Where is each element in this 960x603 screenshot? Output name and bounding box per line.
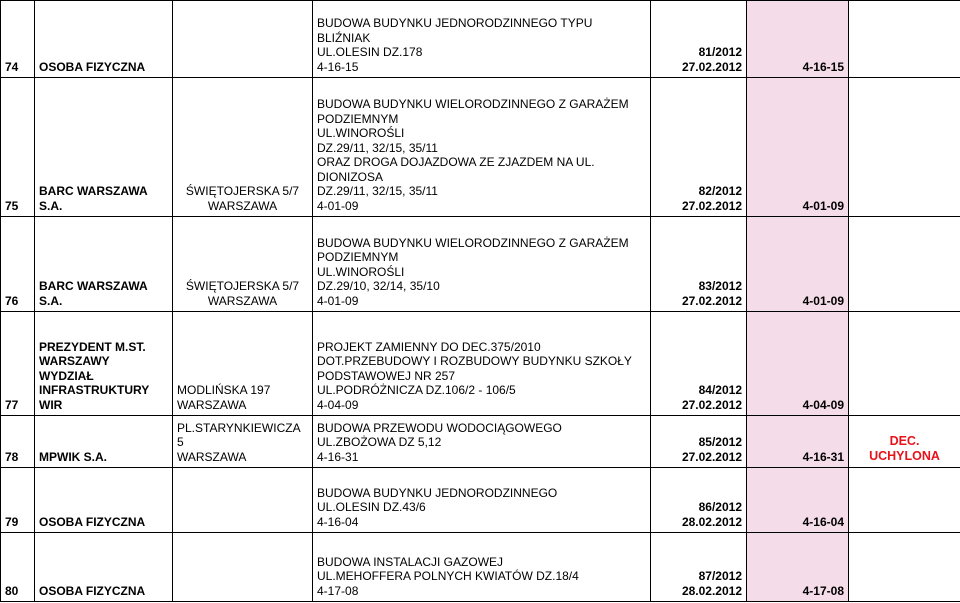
decision-number: 85/2012 [698,435,742,449]
description-line: UL.OLESIN DZ.178 [317,45,423,59]
description-line: UL.WINOROŚLI [317,126,405,140]
table-row [1,217,960,312]
code-cell: 4-01-09 [747,78,849,217]
investor-line: PREZYDENT M.ST. [39,339,146,354]
description-cell [313,1,651,78]
investor-line: OSOBA FIZYCZNA [39,59,146,74]
description-line: ORAZ DROGA DOJAZDOWA ZE ZJAZDEM NA UL. [317,155,595,169]
decision-date: 27.02.2012 [681,397,742,412]
decision-date: 28.02.2012 [681,514,742,529]
address-cell [173,533,313,602]
note-cell [849,533,960,602]
code-cell: 4-04-09 [747,312,849,416]
address-line: ŚWIĘTOJERSKA 5/7 [185,279,300,293]
decision-cell [651,217,747,312]
description-line: 4-17-08 [317,583,359,598]
description-cell [313,312,651,416]
investor-line: BARC WARSZAWA [39,279,148,293]
row-number: 79 [1,468,35,533]
decision-date: 27.02.2012 [681,198,742,213]
description-line: PODZIEMNYM [317,250,399,264]
description-cell [313,468,651,533]
description-line: UL.ZBOŻOWA DZ 5,12 [317,435,442,449]
address-line: WARSZAWA [207,293,278,308]
description-line: BUDOWA BUDYNKU JEDNORODZINNEGO TYPU [317,16,593,30]
decision-cell [651,468,747,533]
description-line: DZ.29/11, 32/15, 35/11 [317,184,438,198]
description-line: BUDOWA INSTALACJI GAZOWEJ [317,554,504,569]
description-line: 4-01-09 [317,198,359,213]
description-cell [313,416,651,468]
investor-line: MPWIK S.A. [39,449,107,464]
address-line: WARSZAWA [177,449,247,464]
description-line: 4-01-09 [317,293,359,308]
row-number: 74 [1,1,35,78]
row-number: 76 [1,217,35,312]
description-line: 4-16-15 [317,59,359,74]
description-line: PROJEKT ZAMIENNY DO DEC.375/2010 [317,339,541,354]
description-cell [313,78,651,217]
description-line: UL.WINOROŚLI [317,264,405,279]
description-line: UL.PODRÓŻNICZA DZ.106/2 - 106/5 [317,383,516,397]
decision-number: 84/2012 [698,383,742,397]
description-line: 4-04-09 [317,397,359,412]
investor-line: WYDZIAŁ [39,368,94,383]
row-number: 77 [1,312,35,416]
decision-number: 81/2012 [698,45,742,59]
investor-line: WIR [39,397,63,412]
address-cell [173,1,313,78]
code-cell: 4-16-15 [747,1,849,78]
address-cell [173,78,313,217]
decision-number: 86/2012 [698,500,742,514]
investor-cell [35,1,173,78]
table-row [1,312,960,416]
decision-date: 28.02.2012 [681,583,742,598]
decision-cell [651,1,747,78]
code-cell: 4-17-08 [747,533,849,602]
investor-line: INFRASTRUKTURY [39,383,150,397]
description-line: BUDOWA BUDYNKU WIELORODZINNEGO Z GARAŻEM [317,235,629,250]
address-line: PL.STARYNKIEWICZA [177,420,301,435]
decision-date: 27.02.2012 [681,449,742,464]
investor-line: OSOBA FIZYCZNA [39,583,146,598]
table-row [1,533,960,602]
decision-cell [651,312,747,416]
investor-line: WARSZAWY [39,354,110,368]
decision-date: 27.02.2012 [681,293,742,308]
description-line: 4-16-04 [317,514,359,529]
address-cell [173,217,313,312]
address-line: 5 [177,435,184,449]
investor-cell [35,468,173,533]
decision-status-line: UCHYLONA [869,449,940,463]
investor-cell [35,312,173,416]
investor-line: BARC WARSZAWA [39,184,148,198]
address-line: WARSZAWA [207,198,278,213]
row-number: 75 [1,78,35,217]
investor-line: OSOBA FIZYCZNA [39,514,146,529]
description-line: DZ.29/11, 32/15, 35/11 [317,140,438,155]
description-line: BUDOWA BUDYNKU WIELORODZINNEGO Z GARAŻEM [317,97,629,111]
code-cell: 4-16-31 [747,416,849,468]
description-line: BUDOWA BUDYNKU JEDNORODZINNEGO [317,485,558,500]
description-line: UL.MEHOFFERA POLNYCH KWIATÓW DZ.18/4 [317,569,579,583]
decision-number: 83/2012 [698,279,742,293]
investor-cell [35,78,173,217]
table-row [1,78,960,217]
decision-date: 27.02.2012 [681,59,742,74]
address-line: ŚWIĘTOJERSKA 5/7 [185,184,300,198]
address-line: WARSZAWA [177,397,247,412]
description-line: UL.OLESIN DZ.43/6 [317,500,426,514]
description-line: DOT.PRZEBUDOWY I ROZBUDOWY BUDYNKU SZKOŁY [317,354,632,368]
row-number: 78 [1,416,35,468]
address-cell [173,468,313,533]
note-cell [849,217,960,312]
decision-cell [651,416,747,468]
investor-cell [35,217,173,312]
table-row [1,416,960,468]
decision-number: 87/2012 [698,569,742,583]
decision-cell [651,78,747,217]
investor-line: S.A. [39,293,63,308]
description-cell [313,533,651,602]
note-cell [849,312,960,416]
investor-cell [35,416,173,468]
note-cell [849,78,960,217]
address-line: MODLIŃSKA 197 [177,383,271,397]
description-line: DIONIZOSA [317,169,384,184]
description-line: PODSTAWOWEJ NR 257 [317,368,456,383]
description-cell [313,217,651,312]
note-cell [849,1,960,78]
description-line: 4-16-31 [317,449,359,464]
decision-status-line: DEC. [889,434,920,448]
decision-number: 82/2012 [698,184,742,198]
note-cell [849,468,960,533]
note-cell [849,416,960,468]
investor-cell [35,533,173,602]
row-number: 80 [1,533,35,602]
address-cell [173,416,313,468]
investor-line: S.A. [39,198,63,213]
address-cell [173,312,313,416]
decision-cell [651,533,747,602]
table-row [1,1,960,78]
description-line: BUDOWA PRZEWODU WODOCIĄGOWEGO [317,420,562,435]
code-cell: 4-01-09 [747,217,849,312]
description-line: DZ.29/10, 32/14, 35/10 [317,279,440,293]
description-line: BLIŹNIAK [317,30,371,45]
table-row [1,468,960,533]
code-cell: 4-16-04 [747,468,849,533]
description-line: PODZIEMNYM [317,111,399,126]
